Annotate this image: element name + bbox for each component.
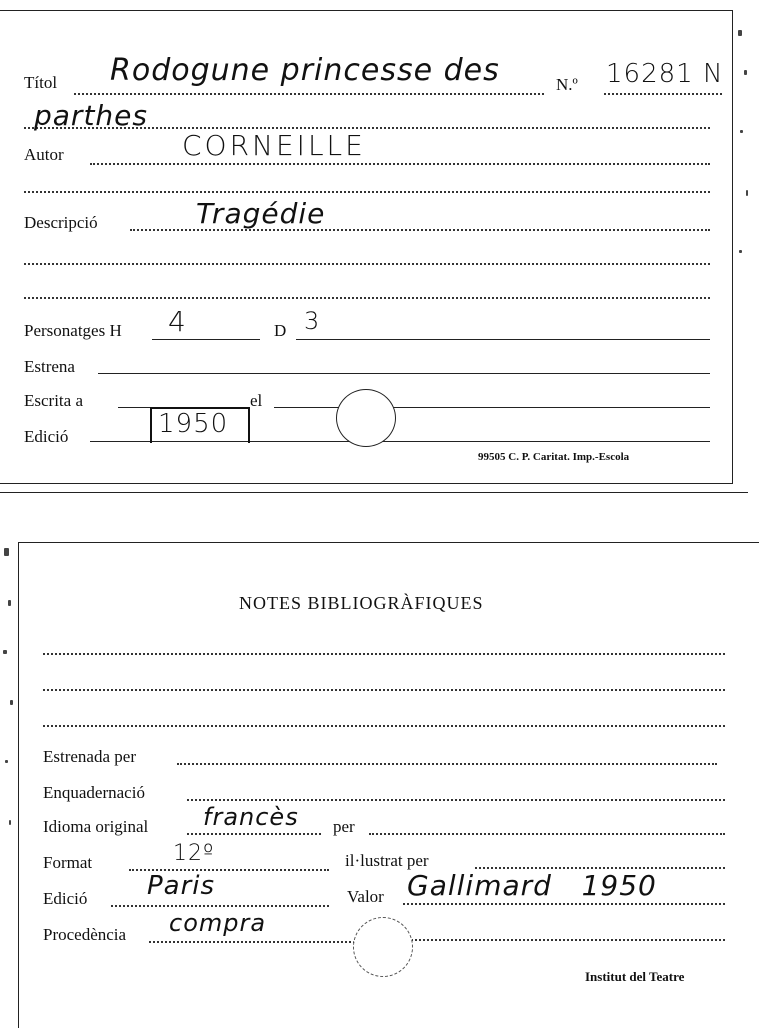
valor-label: Valor bbox=[347, 887, 384, 906]
titol-label: Títol bbox=[24, 73, 58, 92]
personatges-h-value: 4 bbox=[168, 305, 187, 338]
estrenada-dotted-line bbox=[177, 763, 717, 765]
speck bbox=[744, 70, 747, 75]
enquadernacio-label: Enquadernació bbox=[43, 783, 145, 802]
edicio-bottom-value: Paris bbox=[147, 871, 216, 901]
descripcio-dotted-line-2 bbox=[24, 263, 710, 265]
speck bbox=[8, 600, 11, 606]
printer-note: 99505 C. P. Caritat. Imp.-Escola bbox=[478, 451, 630, 463]
speck bbox=[740, 130, 743, 133]
idioma-label: Idioma original bbox=[43, 817, 149, 836]
autor-value: CORNEILLE bbox=[182, 129, 366, 162]
edicio-label: Edició bbox=[24, 427, 69, 446]
escrita-label: Escrita a bbox=[24, 391, 83, 410]
format-value: 12º bbox=[173, 841, 215, 866]
punch-hole-top bbox=[336, 389, 396, 447]
autor-dotted-line bbox=[90, 163, 710, 165]
enquadernacio-dotted-line bbox=[187, 799, 725, 801]
speck bbox=[5, 760, 8, 763]
catalog-card-top bbox=[0, 10, 733, 484]
notes-heading: NOTES BIBLIOGRÀFIQUES bbox=[239, 593, 484, 613]
titol-value: Rodogune princesse des bbox=[110, 53, 500, 88]
valor-value: Gallimard 1950 bbox=[407, 869, 657, 902]
speck bbox=[738, 30, 742, 36]
speck bbox=[9, 820, 11, 825]
card-separator-line bbox=[0, 492, 748, 493]
speck bbox=[4, 548, 9, 556]
speck bbox=[3, 650, 7, 654]
descripcio-label: Descripció bbox=[24, 213, 98, 232]
punch-hole-bottom bbox=[353, 917, 413, 977]
edicio-bottom-label: Edició bbox=[43, 889, 88, 908]
personatges-h-line bbox=[152, 339, 260, 340]
notes-dotted-line-2 bbox=[43, 689, 725, 691]
autor-label: Autor bbox=[24, 145, 64, 164]
idioma-per-label: per bbox=[333, 817, 355, 836]
procedencia-dotted-line bbox=[149, 941, 359, 943]
edicio-value: 1950 bbox=[158, 409, 229, 439]
personatges-d-label: D bbox=[274, 321, 287, 340]
notes-dotted-line-1 bbox=[43, 653, 725, 655]
institution-label: Institut del Teatre bbox=[585, 969, 685, 984]
procedencia-label: Procedència bbox=[43, 925, 127, 944]
estrenada-label: Estrenada per bbox=[43, 747, 136, 766]
idioma-dotted-line bbox=[187, 833, 321, 835]
numero-label: N.º bbox=[556, 75, 578, 94]
descripcio-dotted-line-3 bbox=[24, 297, 710, 299]
illustrat-label: il·lustrat per bbox=[345, 851, 429, 870]
speck bbox=[10, 700, 13, 705]
titol-dotted-line bbox=[74, 93, 544, 95]
idioma-per-dotted-line bbox=[369, 833, 725, 835]
catalog-card-bottom bbox=[18, 542, 759, 1028]
estrena-label: Estrena bbox=[24, 357, 75, 376]
autor-dotted-line-2 bbox=[24, 191, 710, 193]
personatges-d-line bbox=[296, 339, 710, 340]
personatges-d-value: 3 bbox=[304, 307, 321, 335]
escrita-el-label: el bbox=[250, 391, 263, 410]
personatges-label: Personatges H bbox=[24, 321, 122, 340]
edicio-bottom-dotted-line bbox=[111, 905, 329, 907]
descripcio-value: Tragédie bbox=[196, 197, 326, 230]
format-label: Format bbox=[43, 853, 93, 872]
numero-dotted-line bbox=[604, 93, 722, 95]
speck bbox=[746, 190, 748, 196]
idioma-value: francès bbox=[203, 803, 299, 831]
estrena-line bbox=[98, 373, 710, 374]
numero-value: 16281 N bbox=[606, 59, 724, 89]
procedencia-dotted-line-2 bbox=[411, 939, 725, 941]
notes-dotted-line-3 bbox=[43, 725, 725, 727]
speck bbox=[739, 250, 742, 253]
valor-dotted-line bbox=[403, 903, 725, 905]
procedencia-value: compra bbox=[169, 909, 267, 937]
titol-value-line2: parthes bbox=[34, 99, 148, 132]
